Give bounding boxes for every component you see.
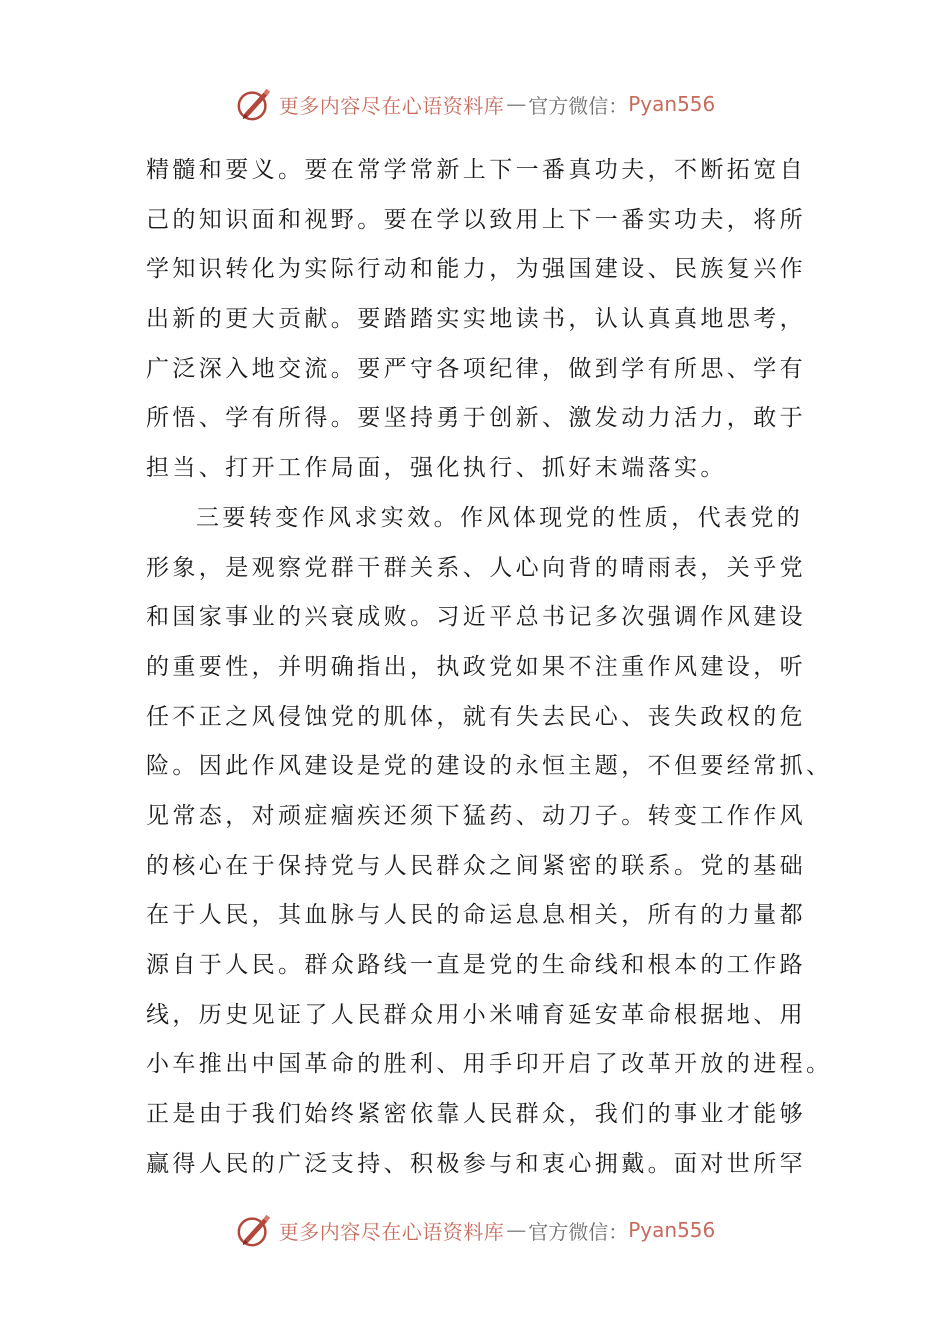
text-line: 形象，是观察党群干群关系、人心向背的晴雨表，关乎党: [146, 554, 806, 581]
pen-logo-icon: [235, 85, 273, 123]
text-line: 赢得人民的广泛支持、积极参与和衷心拥戴。面对世所罕: [146, 1150, 806, 1177]
banner-dash: —: [506, 92, 527, 116]
pen-logo-icon: [235, 1211, 273, 1249]
banner-main-text: 更多内容尽在心语资料库: [278, 93, 505, 118]
text-line: 险。因此作风建设是党的建设的永恒主题，不但要经常抓、: [146, 753, 833, 780]
banner-main-text: 更多内容尽在心语资料库: [278, 1219, 505, 1244]
text-line: 源自于人民。群众路线一直是党的生命线和根本的工作路: [146, 952, 806, 978]
banner-dash: —: [506, 1218, 527, 1242]
text-line: 和国家事业的兴衰成败。习近平总书记多次强调作风建设: [146, 604, 806, 631]
text-line: 任不正之风侵蚀党的肌体，就有失去民心、丧失政权的危: [146, 703, 806, 730]
text-line: 学知识转化为实际行动和能力，为强国建设、民族复兴作: [146, 256, 806, 283]
header-banner: [0, 84, 950, 124]
banner-wechat-label: 官方微信：: [528, 1219, 629, 1244]
banner-wechat-label: 官方微信：: [528, 93, 629, 118]
document-body: [146, 146, 833, 1189]
text-line: 线，历史见证了人民群众用小米哺育延安革命根据地、用: [146, 1001, 806, 1028]
text-line: 出新的更大贡献。要踏踏实实地读书，认认真真地思考，: [146, 306, 806, 333]
text-line: 所悟、学有所得。要坚持勇于创新、激发动力活力，敢于: [146, 405, 806, 432]
text-line: 己的知识面和视野。要在学以致用上下一番实功夫，将所: [146, 206, 806, 233]
banner-wechat-id: Pyan556: [628, 92, 716, 116]
text-line: 广泛深入地交流。要严守各项纪律，做到学有所思、学有: [146, 355, 806, 382]
text-line: 的重要性，并明确指出，执政党如果不注重作风建设，听: [146, 653, 806, 680]
footer-banner: [0, 1210, 950, 1250]
text-line: 小车推出中国革命的胜利、用手印开启了改革开放的进程。: [146, 1051, 833, 1078]
paragraph-start-line: 三要转变作风求实效。作风体现党的性质，代表党的: [196, 504, 804, 531]
text-line: 正是由于我们始终紧密依靠人民群众，我们的事业才能够: [146, 1101, 806, 1128]
text-line: 的核心在于保持党与人民群众之间紧密的联系。党的基础: [146, 852, 806, 879]
text-line: 在于人民，其血脉与人民的命运息息相关，所有的力量都: [146, 902, 806, 929]
banner-wechat-id: Pyan556: [628, 1218, 716, 1242]
text-line: 见常态，对顽症痼疾还须下猛药、动刀子。转变工作作风: [146, 802, 806, 829]
text-line: 担当、打开工作局面，强化执行、抓好末端落实。: [146, 455, 727, 482]
text-line: 精髓和要义。要在常学常新上下一番真功夫，不断拓宽自: [146, 157, 806, 183]
